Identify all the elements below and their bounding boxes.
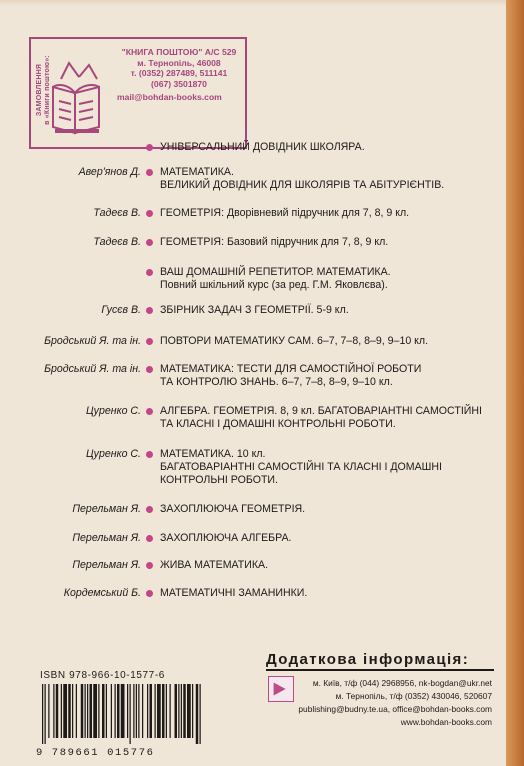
stamp-line-2: м. Тернопіль, 46008 xyxy=(137,57,221,68)
barcode-bar xyxy=(87,684,88,738)
bullet-icon xyxy=(146,408,153,415)
book-title xyxy=(160,587,307,600)
book-title xyxy=(160,304,349,317)
book-title-line: БАГАТОВАРІАНТНІ САМОСТІЙНІ ТА КЛАСНІ І ДОМАШНІ xyxy=(160,461,442,473)
book-title-line: МАТЕМАТИКА: ТЕСТИ ДЛЯ САМОСТІЙНОЇ РОБОТИ xyxy=(160,363,422,375)
barcode-bar xyxy=(102,684,105,738)
barcode-bar xyxy=(45,684,46,744)
barcode-bar xyxy=(157,684,161,738)
book-title-line: ЗАХОПЛЮЮЧА АЛГЕБРА. xyxy=(160,532,292,544)
barcode-bar xyxy=(170,684,171,738)
book-title xyxy=(160,166,444,192)
barcode-bar xyxy=(181,684,182,738)
book-title xyxy=(160,363,421,389)
barcode-bar xyxy=(117,684,120,738)
barcode-digits: 9 789661 015776 xyxy=(36,747,155,759)
barcode-bar xyxy=(68,684,71,738)
page-edge xyxy=(0,0,506,6)
barcode-bar xyxy=(76,684,77,738)
book-title xyxy=(160,448,442,487)
barcode-bar xyxy=(142,684,143,738)
order-stamp xyxy=(29,37,247,149)
stamp-vertical-line-2: в «Книги поштою»: xyxy=(44,55,51,125)
book-title-line: ТА КОНТРОЛЮ ЗНАНЬ. 6–7, 7–8, 8–9, 9–10 кл. xyxy=(160,376,393,388)
book-title-line: УНІВЕРСАЛЬНИЙ ДОВІДНИК ШКОЛЯРА. xyxy=(160,141,365,153)
book-title xyxy=(160,141,365,154)
info-kyiv: м. Київ, т/ф (044) 2968956, nk-bogdan@ukr.net xyxy=(312,678,492,688)
barcode-bar xyxy=(130,684,131,744)
book-title-line: АЛГЕБРА. ГЕОМЕТРІЯ. 8, 9 кл. БАГАТОВАРІАНТНІ САМОСТІЙНІ xyxy=(160,405,482,417)
book-author: Перельман Я. xyxy=(72,532,141,544)
barcode-bar xyxy=(175,684,178,738)
book-author: Авер'янов Д. xyxy=(78,166,141,178)
barcode-bar xyxy=(72,684,73,738)
barcode-bar xyxy=(178,684,179,738)
book-title-line: КОНТРОЛЬНІ РОБОТИ. xyxy=(160,474,278,486)
book-author: Тадеєв В. xyxy=(93,207,141,219)
barcode-bar xyxy=(166,684,167,738)
barcode-bar xyxy=(81,684,84,738)
barcode-bar xyxy=(85,684,86,738)
book-title xyxy=(160,532,291,545)
barcode-bar xyxy=(98,684,99,738)
barcode-bar xyxy=(111,684,112,738)
divider xyxy=(266,669,494,671)
book-author: Бродський Я. та ін. xyxy=(44,363,141,375)
barcode-bar xyxy=(200,684,201,744)
stamp-address xyxy=(113,47,245,103)
bullet-icon xyxy=(146,451,153,458)
bullet-icon xyxy=(146,210,153,217)
additional-info-title: Додаткова інформація: xyxy=(266,651,470,668)
barcode-bar xyxy=(196,684,199,744)
bullet-icon xyxy=(146,239,153,246)
barcode-bar xyxy=(183,684,186,738)
book-title-line: ЖИВА МАТЕМАТИКА. xyxy=(160,559,269,571)
barcode-bar xyxy=(162,684,165,738)
book-title xyxy=(160,207,409,220)
info-website: www.bohdan-books.com xyxy=(400,717,492,727)
barcode-bar xyxy=(150,684,153,738)
barcode-bar xyxy=(147,684,148,738)
bullet-icon xyxy=(146,562,153,569)
barcode-bar xyxy=(48,684,49,738)
book-title xyxy=(160,503,305,516)
barcode-bar xyxy=(106,684,107,738)
bullet-icon xyxy=(146,590,153,597)
bullet-icon xyxy=(146,169,153,176)
stamp-vertical-text xyxy=(36,44,50,136)
book-author: Гусєв В. xyxy=(101,304,141,316)
barcode-bar xyxy=(56,684,59,738)
bullet-icon xyxy=(146,307,153,314)
book-title-line: ГЕОМЕТРІЯ: Базовий підручник для 7, 8, 9 кл. xyxy=(160,236,389,248)
book-author: Кордемський Б. xyxy=(63,587,141,599)
bullet-icon xyxy=(146,269,153,276)
bullet-icon xyxy=(146,366,153,373)
stamp-vertical-line-1: ЗАМОВЛЕННЯ xyxy=(36,63,43,117)
book-spine xyxy=(506,0,524,766)
barcode-bar xyxy=(53,684,54,738)
stamp-line-3: т. (0352) 287489, 511141 xyxy=(130,68,228,79)
book-author: Цуренко С. xyxy=(85,405,141,417)
barcode-bar xyxy=(93,684,97,738)
barcode-bar xyxy=(155,684,156,738)
book-author: Перельман Я. xyxy=(72,559,141,571)
bullet-icon xyxy=(146,506,153,513)
barcode-bar xyxy=(192,684,193,738)
barcode-bar xyxy=(138,684,139,738)
barcode-bar xyxy=(127,684,128,738)
stamp-line-1: "КНИГА ПОШТОЮ" А/С 529 xyxy=(121,47,237,57)
book-title-line: ВЕЛИКИЙ ДОВІДНИК ДЛЯ ШКОЛЯРІВ ТА АБІТУРІЄНТІВ. xyxy=(160,179,445,191)
arrow-icon xyxy=(268,676,294,702)
info-emails: publishing@budny.te.ua, office@bohdan-books.com xyxy=(298,704,492,714)
isbn: ISBN 978-966-10-1577-6 xyxy=(40,670,165,681)
book-author: Цуренко С. xyxy=(85,448,141,460)
bullet-icon xyxy=(146,144,153,151)
book-title-line: ЗБІРНИК ЗАДАЧ З ГЕОМЕТРІЇ. 5-9 кл. xyxy=(160,304,349,316)
books-icon xyxy=(49,57,107,137)
book-title xyxy=(160,266,391,292)
info-ternopil: м. Тернопіль, т/ф (0352) 430046, 520607 xyxy=(335,691,492,701)
stamp-mail: mail@bohdan-books.com xyxy=(117,92,222,103)
barcode-bar xyxy=(187,684,191,738)
book-author: Тадеєв В. xyxy=(93,236,141,248)
barcode xyxy=(36,684,206,744)
book-title-line: Повний шкільний курс (за ред. Г.М. Яковлєва). xyxy=(160,279,388,291)
book-title-line: ГЕОМЕТРІЯ: Дворівневий підручник для 7, 8, 9 кл. xyxy=(160,207,410,219)
book-title-line: ЗАХОПЛЮЮЧА ГЕОМЕТРІЯ. xyxy=(160,503,306,515)
stamp-line-4: (067) 3501870 xyxy=(151,78,207,89)
book-title-line: МАТЕМАТИКА. 10 кл. xyxy=(160,448,266,460)
barcode-bar xyxy=(121,684,125,738)
barcode-bar xyxy=(133,684,134,738)
barcode-bar xyxy=(90,684,93,738)
barcode-bar xyxy=(136,684,137,738)
book-title-line: МАТЕМАТИЧНІ ЗАМАНИНКИ. xyxy=(160,587,308,599)
barcode-bar xyxy=(42,684,43,744)
barcode-bar xyxy=(63,684,67,738)
book-title xyxy=(160,236,388,249)
barcode-bar xyxy=(61,684,62,738)
book-title-line: ВАШ ДОМАШНІЙ РЕПЕТИТОР. МАТЕМАТИКА. xyxy=(160,266,391,278)
barcode-bar xyxy=(115,684,116,738)
book-title xyxy=(160,335,428,348)
book-title xyxy=(160,559,268,572)
book-title-line: ПОВТОРИ МАТЕМАТИКУ САМ. 6–7, 7–8, 8–9, 9–10 кл. xyxy=(160,335,429,347)
bullet-icon xyxy=(146,338,153,345)
book-author: Перельман Я. xyxy=(72,503,141,515)
book-author: Бродський Я. та ін. xyxy=(44,335,141,347)
book-title-line: МАТЕМАТИКА. xyxy=(160,166,234,178)
book-title-line: ТА КЛАСНІ І ДОМАШНІ КОНТРОЛЬНІ РОБОТИ. xyxy=(160,418,396,430)
bullet-icon xyxy=(146,535,153,542)
book-title xyxy=(160,405,482,431)
